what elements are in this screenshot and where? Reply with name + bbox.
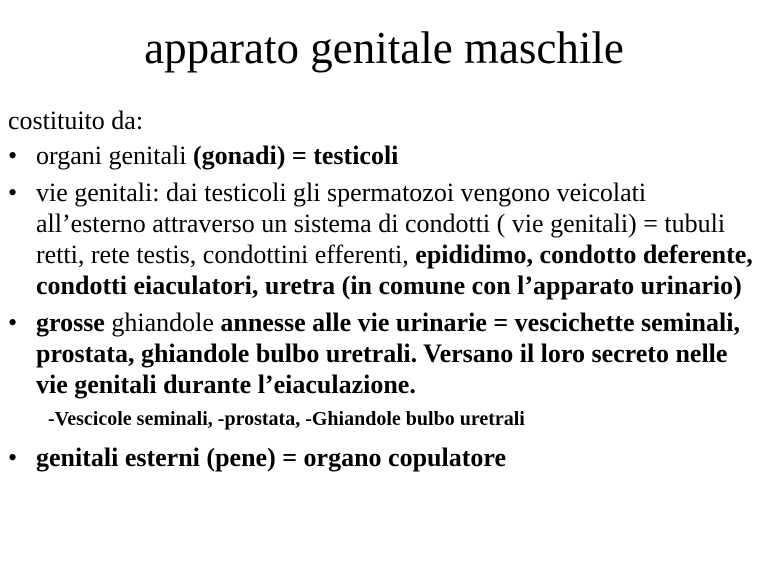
ghiandole-subnote: -Vescicole seminali, -prostata, -Ghiandole bulbo uretrali xyxy=(48,408,525,430)
bullet-item-gonadi xyxy=(8,140,760,171)
text-segment-bold: annesse alle vie urinarie = vescichette seminali, prostata, ghiandole bulbo uretrali. Versano il loro secreto nelle vie genitali durante l’eiaculazione. xyxy=(36,308,740,399)
bullet-dot-icon: • xyxy=(8,141,18,170)
text-segment: organi genitali xyxy=(36,141,193,170)
text-segment-bold: genitali esterni (pene) = organo copulatore xyxy=(36,443,506,472)
bullet-item-vie-genitali xyxy=(8,177,760,301)
text-segment: vie genitali: dai testicoli gli spermatozoi vengono veicolati all’esterno attraverso un sistema di condotti ( vie genitali) = tubuli retti, rete testis, condottini efferenti, xyxy=(36,178,726,269)
slide-content xyxy=(8,105,760,479)
bullet-text xyxy=(36,443,506,472)
bullet-item-genitali-esterni xyxy=(8,442,760,473)
slide-title: apparato genitale maschile xyxy=(144,23,624,73)
bullet-dot-icon: • xyxy=(8,308,18,337)
bullet-dot-icon: • xyxy=(8,178,18,207)
text-segment-bold: (gonadi) = testicoli xyxy=(192,141,399,170)
text-segment-bold: grosse xyxy=(36,308,105,337)
bullet-text xyxy=(36,178,753,300)
bullet-item-ghiandole xyxy=(8,307,760,400)
text-segment-bold: epididimo, condotto deferente, condotti eiaculatori, uretra (in comune con l’apparato urinario) xyxy=(36,240,753,300)
intro-text: costituito da: xyxy=(8,106,144,135)
bullet-list-continued xyxy=(8,442,760,473)
text-segment: ghiandole xyxy=(104,308,221,337)
bullet-text xyxy=(36,141,398,170)
bullet-text xyxy=(36,308,740,399)
bullet-list xyxy=(8,140,760,400)
bullet-dot-icon: • xyxy=(8,443,18,472)
